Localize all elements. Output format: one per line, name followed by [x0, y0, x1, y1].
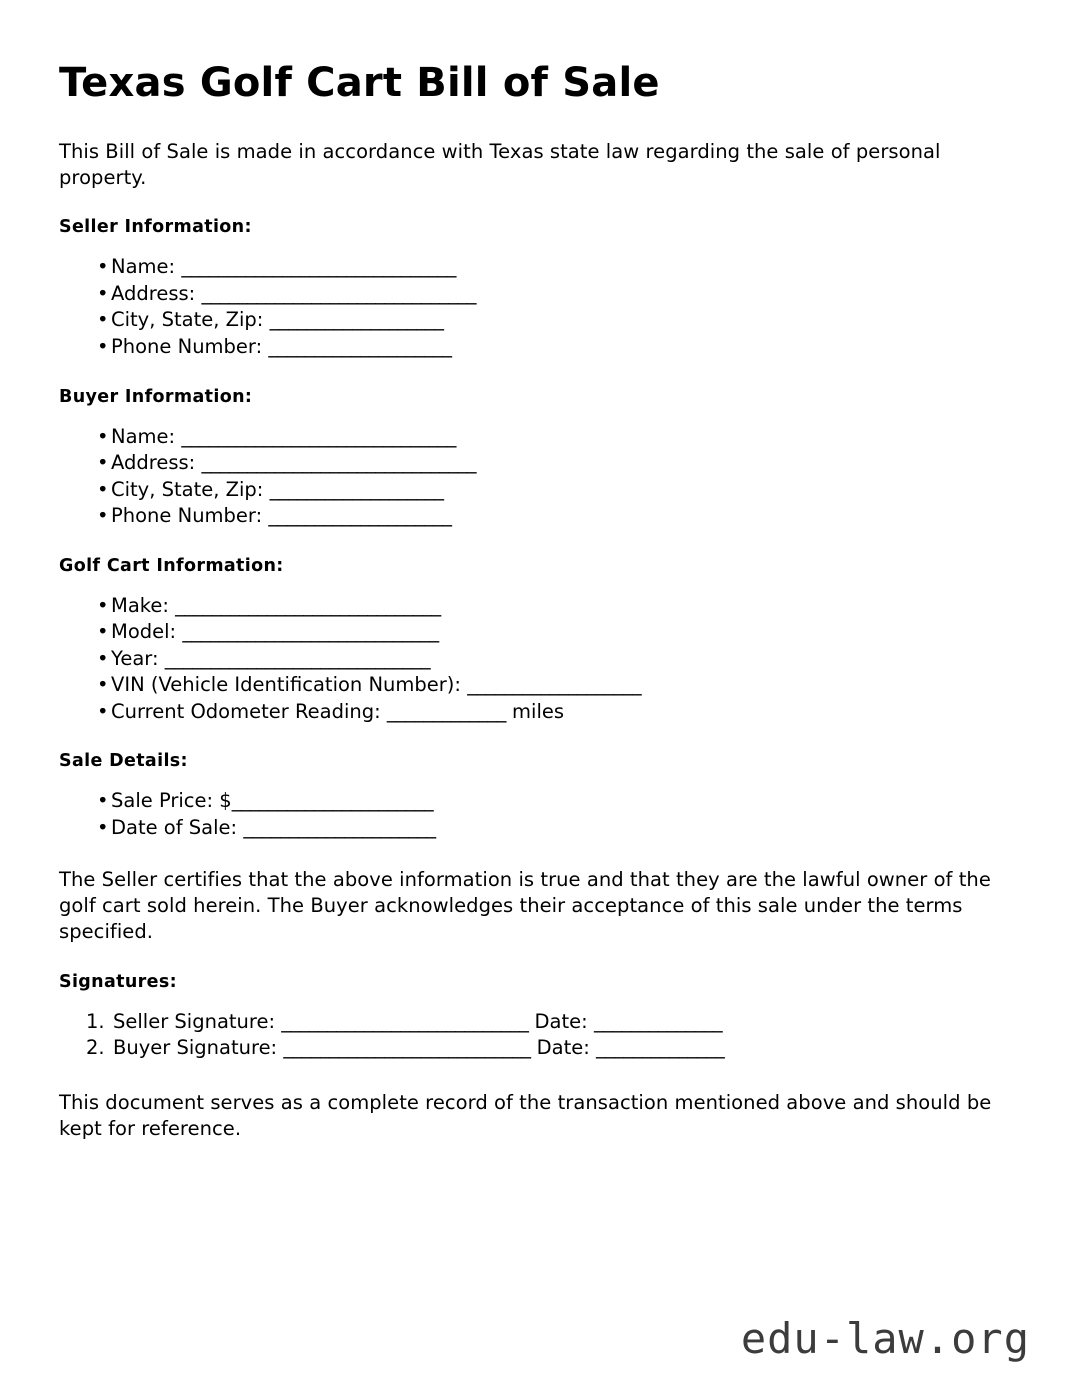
list-item — [59, 593, 1009, 620]
buyer-field-list — [59, 424, 1009, 530]
list-item — [59, 788, 1009, 815]
date-label: Date: — [536, 1036, 590, 1060]
date-label: Date: — [534, 1009, 588, 1033]
field-blank[interactable]: ____________________ — [268, 334, 452, 358]
field-label: Address: — [111, 451, 196, 475]
list-item — [59, 1035, 1009, 1062]
field-blank[interactable]: _____________________ — [243, 815, 436, 839]
field-label: Current Odometer Reading: — [111, 699, 381, 723]
sale-details-heading: Sale Details: — [59, 751, 188, 772]
signature-label: Seller Signature: — [113, 1009, 276, 1033]
field-label: Sale Price: $ — [111, 789, 232, 813]
sale-details-field-list — [59, 788, 1009, 841]
golf-cart-field-list — [59, 593, 1009, 726]
field-label: Model: — [111, 620, 177, 644]
list-item — [59, 672, 1009, 699]
field-blank[interactable]: ___________________ — [467, 673, 642, 697]
list-item — [59, 254, 1009, 281]
field-blank[interactable]: _____________ — [386, 699, 506, 723]
list-item — [59, 815, 1009, 842]
site-watermark: edu-law.org — [740, 1314, 1030, 1363]
list-item — [59, 450, 1009, 477]
field-blank[interactable]: ____________________________ — [182, 620, 439, 644]
field-blank[interactable]: ___________________ — [269, 477, 444, 501]
list-item — [59, 424, 1009, 451]
field-blank[interactable]: ___________________ — [269, 308, 444, 332]
intro-paragraph: This Bill of Sale is made in accordance with Texas state law regarding the sale of personal property. — [59, 140, 941, 190]
field-blank[interactable]: ______________________________ — [201, 451, 476, 475]
golf-cart-information-heading: Golf Cart Information: — [59, 555, 284, 576]
field-blank[interactable]: ______________________________ — [201, 281, 476, 305]
page-title: Texas Golf Cart Bill of Sale — [59, 60, 660, 106]
field-label: City, State, Zip: — [111, 308, 264, 332]
list-item — [59, 646, 1009, 673]
field-label: Name: — [111, 424, 176, 448]
field-label: Date of Sale: — [111, 815, 238, 839]
signature-blank[interactable]: ___________________________ — [283, 1036, 531, 1060]
signature-label: Buyer Signature: — [113, 1036, 278, 1060]
buyer-information-heading: Buyer Information: — [59, 386, 253, 407]
list-item — [59, 334, 1009, 361]
seller-information-heading: Seller Information: — [59, 217, 252, 238]
document-content — [59, 62, 1009, 1168]
certification-paragraph: The Seller certifies that the above information is true and that they are the lawful owner of the golf cart sold herein. The Buyer acknowledges their acceptance of this sale under the terms specified. — [59, 868, 991, 944]
list-item — [59, 503, 1009, 530]
field-label: Phone Number: — [111, 334, 263, 358]
field-label: Name: — [111, 255, 176, 279]
date-blank[interactable]: ______________ — [596, 1036, 725, 1060]
signatures-heading: Signatures: — [59, 971, 177, 992]
field-blank[interactable]: ______________________ — [231, 789, 433, 813]
list-item — [59, 619, 1009, 646]
field-label: Year: — [111, 646, 159, 670]
list-item — [59, 477, 1009, 504]
field-blank[interactable]: _____________________________ — [164, 646, 431, 670]
field-label: Phone Number: — [111, 504, 263, 528]
field-blank[interactable]: _____________________________ — [175, 593, 441, 617]
field-suffix: miles — [505, 699, 565, 723]
closing-paragraph: This document serves as a complete record of the transaction mentioned above and should be kept for reference. — [59, 1090, 992, 1140]
list-item — [59, 281, 1009, 308]
signature-list — [59, 1009, 1009, 1062]
list-item — [59, 699, 1009, 726]
field-blank[interactable]: ______________________________ — [181, 255, 456, 279]
list-item — [59, 307, 1009, 334]
seller-field-list — [59, 254, 1009, 360]
field-label: Make: — [111, 593, 169, 617]
field-label: Address: — [111, 281, 196, 305]
field-label: VIN (Vehicle Identification Number): — [111, 673, 461, 697]
list-item — [59, 1009, 1009, 1036]
date-blank[interactable]: ______________ — [593, 1009, 723, 1033]
field-blank[interactable]: ____________________ — [268, 504, 452, 528]
signature-blank[interactable]: ___________________________ — [281, 1009, 529, 1033]
field-blank[interactable]: ______________________________ — [181, 424, 456, 448]
field-label: City, State, Zip: — [111, 477, 264, 501]
